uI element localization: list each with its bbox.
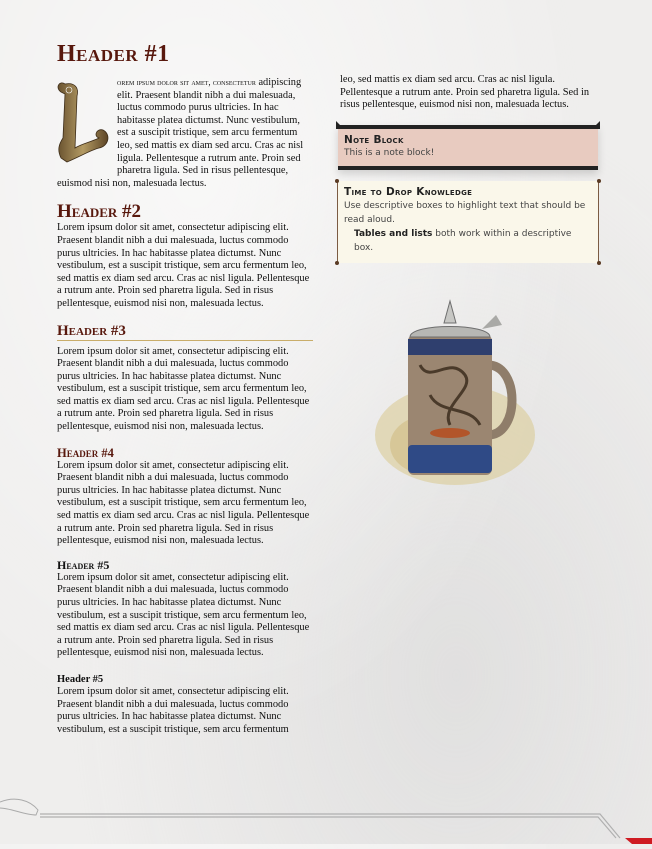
note-block bbox=[338, 125, 598, 171]
paragraph: Lorem ipsum dolor sit amet, consectetur adipiscing elit. Praesent blandit nibh a dui malesuada, luctus commodo purus ultricies. In hac habitasse platea dictumst. Nunc vestibulum, est a suscipit tristique, sem arcu fermentum leo, sed mattis ex diam sed arcu. Cras ac nisl ligula. Pellentesque a rutrum ante. Proin sed pharetra ligula. Sed in risus pellentesque, euismod nisi non, malesuada lectus. bbox=[57, 459, 310, 547]
note-title: Note Block bbox=[344, 133, 404, 146]
descriptive-text: Use descriptive boxes to highlight text that should be read aloud. bbox=[344, 200, 586, 225]
header-1: Header #1 bbox=[57, 41, 170, 67]
descriptive-list-text bbox=[344, 227, 592, 255]
header-3: Header #3 bbox=[57, 322, 313, 341]
header-5: Header #5 bbox=[57, 557, 110, 572]
bold-text: Tables and lists bbox=[354, 228, 433, 239]
header-2: Header #2 bbox=[57, 201, 142, 223]
paragraph: Lorem ipsum dolor sit amet, consectetur adipiscing elit. Praesent blandit nibh a dui malesuada, luctus commodo purus ultricies. In hac habitasse platea dictumst. Nunc vestibulum, est a suscipit tristique, sem arcu fermentum leo, sed mattis ex diam sed arcu. Cras ac nisl ligula. Pellentesque a rutrum ante. Proin sed pharetra ligula. Sed in risus pellentesque, euismod nisi non, malesuada lectus. bbox=[57, 571, 310, 659]
text: both work within a descriptive box. bbox=[354, 228, 572, 253]
descriptive-title: Time to Drop Knowledge bbox=[344, 186, 473, 199]
column-right bbox=[340, 74, 596, 263]
paragraph: Lorem ipsum dolor sit amet, consectetur adipiscing elit. Praesent blandit nibh a dui malesuada, luctus commodo purus ultricies. In hac habitasse platea dictumst. Nunc vestibulum, est a suscipit tristique, sem arcu fermentum leo, sed mattis ex diam sed arcu. Cras ac nisl ligula. Pellentesque a rutrum ante. Proin sed pharetra ligula. Sed in risus pellentesque, euismod nisi non, malesuada lectus. bbox=[57, 222, 310, 309]
page-footer-decoration bbox=[0, 790, 652, 844]
note-text: This is a note block! bbox=[344, 148, 435, 159]
dropcap-l bbox=[51, 78, 111, 166]
descriptive-box bbox=[337, 181, 599, 263]
paragraph: Lorem ipsum dolor sit amet, consectetur adipiscing elit. Praesent blandit nibh a dui malesuada, luctus commodo purus ultricies. In hac habitasse platea dictumst. Nunc vestibulum, est a suscipit tristique, sem arcu fermentum leo, sed mattis ex diam sed arcu. Cras ac nisl ligula. Pellentesque a rutrum ante. Proin sed pharetra ligula. Sed in risus pellentesque, euismod nisi non, malesuada lectus. bbox=[57, 345, 310, 433]
header-6: Header #5 bbox=[57, 673, 104, 685]
body-text: adipiscing elit. Praesent blandit nibh a dui malesuada, luctus commodo purus ultricies. In hac habitasse platea dictumst. Nunc vestibulum, est a suscipit tristique, sem arcu fermentum leo, sed mattis ex diam sed arcu. Cras ac nisl ligula. Pellentesque a rutrum ante. Proin sed pharetra ligula. Sed in risus pellentesque, euismod nisi non, malesuada lectus. bbox=[57, 77, 304, 189]
paragraph: leo, sed mattis ex diam sed arcu. Cras ac nisl ligula. Pellentesque a rutrum ante. Proin sed pharetra ligula. Sed in risus pellentesque, euismod nisi non, malesuada lectus. bbox=[340, 74, 590, 111]
column-left bbox=[57, 40, 313, 736]
beer-stein-illustration bbox=[370, 295, 540, 495]
paragraph: Lorem ipsum dolor sit amet, consectetur adipiscing elit. Praesent blandit nibh a dui malesuada, luctus commodo purus ultricies. In hac habitasse platea dictumst. Nunc vestibulum, est a suscipit tristique, sem arcu fermentum bbox=[57, 685, 289, 735]
lead-text: orem ipsum dolor sit amet, consectetur bbox=[117, 77, 256, 87]
header-4: Header #4 bbox=[57, 445, 114, 460]
